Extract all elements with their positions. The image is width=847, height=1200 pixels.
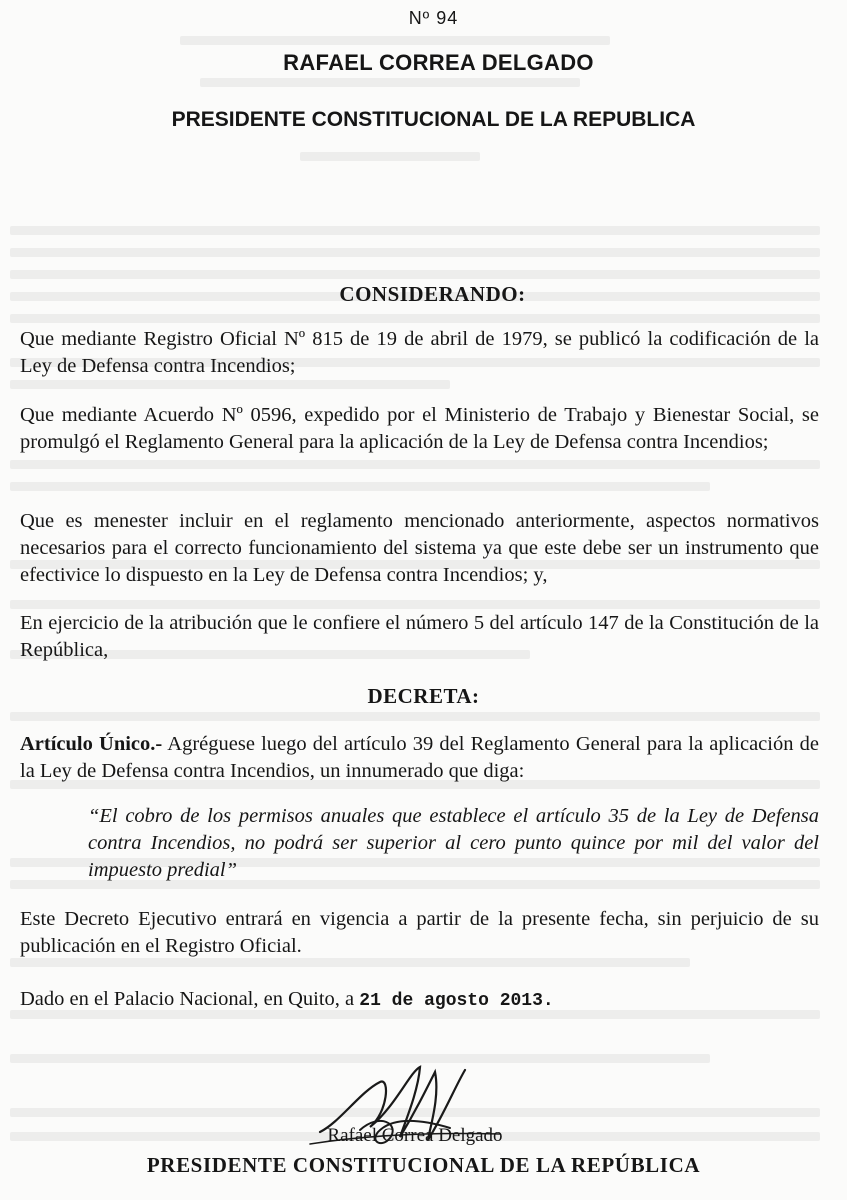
given-at-place: Dado en el Palacio Nacional, en Quito, a [20, 988, 360, 1010]
considering-paragraph: En ejercicio de la atribución que le confiere el número 5 del artículo 147 de la Constitución de la República, [20, 612, 819, 661]
document-number: Nº 94 [408, 8, 459, 28]
decree-heading: DECRETA: [367, 684, 480, 708]
article-paragraph [20, 731, 819, 785]
signatory-name: Rafael Correa Delgado [327, 1125, 503, 1146]
effectiveness-paragraph: Este Decreto Ejecutivo entrará en vigencia a partir de la presente fecha, sin perjuicio de su publicación en el Registro Oficial. [20, 908, 819, 957]
president-name-title: RAFAEL CORREA DELGADO [283, 50, 594, 75]
considering-paragraph: Que mediante Acuerdo Nº 0596, expedido por el Ministerio de Trabajo y Bienestar Social, se promulgó el Reglamento General para la aplicación de la Ley de Defensa contra Incendios; [20, 404, 819, 453]
signatory-office: PRESIDENTE CONSTITUCIONAL DE LA REPÚBLICA [146, 1153, 701, 1177]
article-quote: “El cobro de los permisos anuales que establece el artículo 35 de la Ley de Defensa contra Incendios, no podrá ser superior al cero punto quince por mil del valor del impuesto predial” [88, 805, 819, 881]
president-office-title: PRESIDENTE CONSTITUCIONAL DE LA REPUBLICA [171, 108, 696, 131]
considering-paragraph: Que mediante Registro Oficial Nº 815 de 19 de abril de 1979, se publicó la codificación de la Ley de Defensa contra Incendios; [20, 328, 819, 377]
article-label: Artículo Único.- [20, 733, 163, 755]
given-at-line [20, 986, 819, 1015]
article-text: Agréguese luego del artículo 39 del Reglamento General para la aplicación de la Ley de Defensa contra Incendios, un innumerado que diga: [20, 733, 819, 782]
considering-paragraph: Que es menester incluir en el reglamento mencionado anteriormente, aspectos normativos necesarios para el correcto funcionamiento del sistema ya que este debe ser un instrumento que efectivice lo dispuesto en la Ley de Defensa contra Incendios; y, [20, 510, 819, 586]
considering-heading: CONSIDERANDO: [339, 282, 526, 306]
given-at-date: 21 de agosto 2013. [359, 991, 554, 1011]
